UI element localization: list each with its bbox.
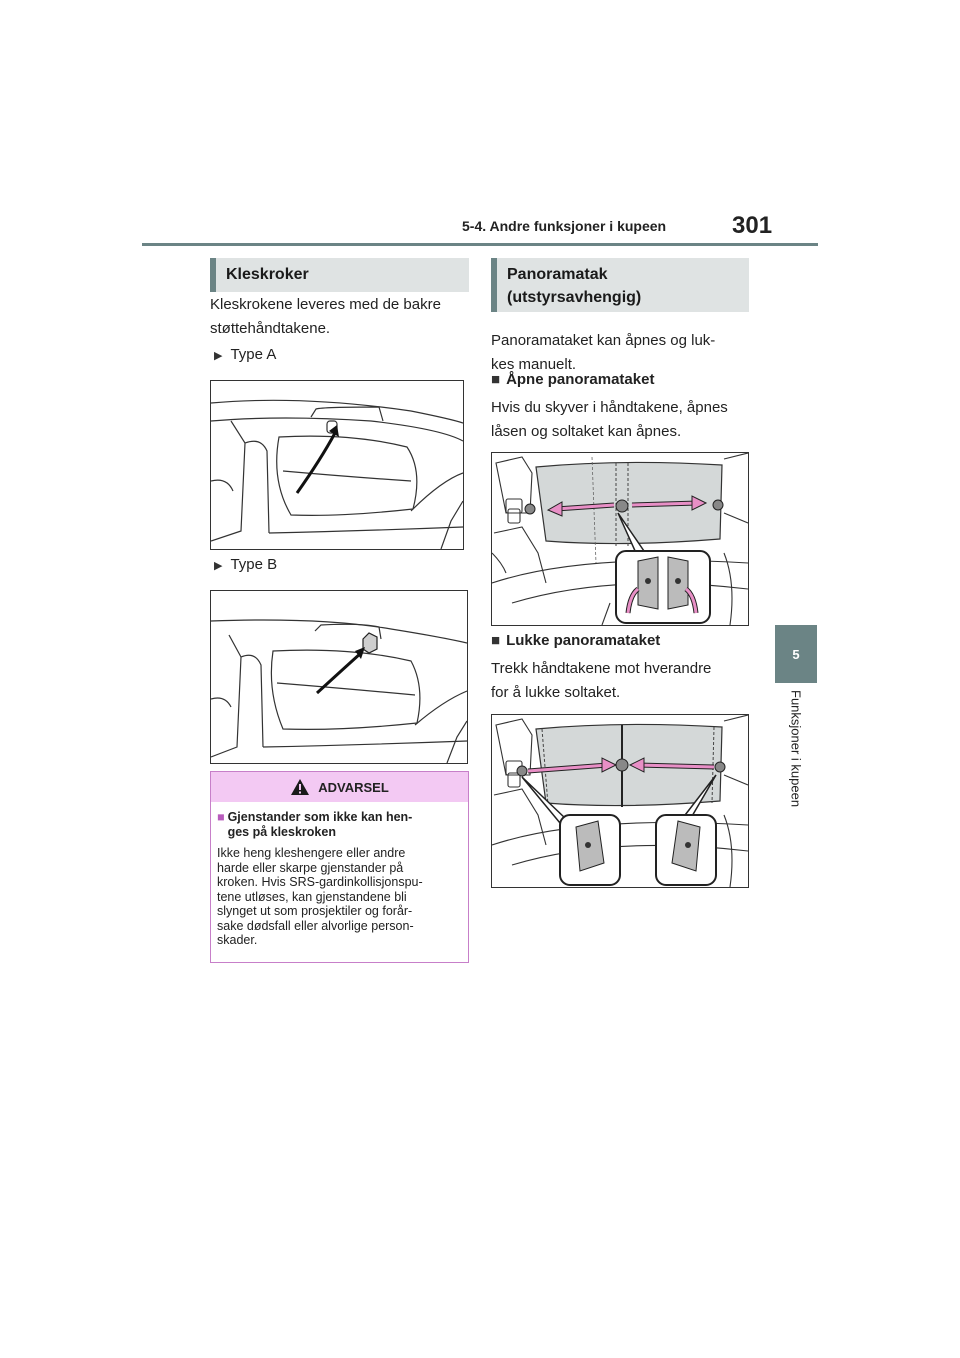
close-line: Trekk håndtakene mot hverandre bbox=[491, 660, 712, 677]
type-b-label bbox=[214, 556, 277, 573]
warning-title-row bbox=[217, 810, 462, 840]
close-line: for å lukke soltaket. bbox=[491, 684, 621, 701]
figure-type-a bbox=[210, 380, 464, 550]
open-title bbox=[491, 371, 654, 388]
square-bullet-icon: ■ bbox=[491, 371, 501, 388]
open-title-text: Åpne panoramataket bbox=[506, 371, 655, 388]
type-a-text: Type A bbox=[230, 346, 277, 363]
open-sunroof-illustration bbox=[492, 453, 748, 625]
intro-line: støttehåndtakene. bbox=[210, 320, 331, 337]
chapter-number: 5 bbox=[792, 646, 800, 662]
chapter-label bbox=[778, 690, 814, 840]
chapter-tab bbox=[775, 625, 817, 683]
heading-kleskroker: Kleskroker bbox=[210, 258, 469, 292]
warning-title-text bbox=[228, 810, 413, 840]
warning-label: ADVARSEL bbox=[318, 779, 389, 795]
warning-box bbox=[210, 771, 469, 963]
type-b-text: Type B bbox=[230, 556, 278, 573]
warning-body-line: harde eller skarpe gjenstander på bbox=[217, 860, 404, 875]
triangle-bullet-icon: ▶ bbox=[214, 560, 223, 572]
type-a-label bbox=[214, 346, 276, 363]
close-description bbox=[491, 657, 711, 705]
warning-title bbox=[211, 802, 468, 840]
figure-open-sunroof bbox=[491, 452, 749, 626]
warning-body-line: sake dødsfall eller alvorlige person- bbox=[217, 918, 414, 933]
warning-body bbox=[211, 840, 468, 948]
close-title bbox=[491, 632, 660, 649]
section-title: 5-4. Andre funksjoner i kupeen bbox=[462, 218, 667, 234]
intro-line: Panoramataket kan åpnes og luk- bbox=[491, 332, 716, 349]
square-bullet-icon: ■ bbox=[491, 632, 501, 649]
warning-body-line: tene utløses, kan gjenstandene bli bbox=[217, 889, 407, 904]
figure-type-b bbox=[210, 590, 468, 764]
square-bullet-icon: ■ bbox=[217, 810, 225, 824]
heading-line: (utstyrsavhengig) bbox=[507, 289, 642, 306]
figure-close-sunroof bbox=[491, 714, 749, 888]
intro-line: Kleskrokene leveres med de bakre bbox=[210, 296, 441, 313]
page-number: 301 bbox=[732, 212, 773, 239]
close-title-text: Lukke panoramataket bbox=[506, 632, 661, 649]
warning-body-line: slynget ut som prosjektiler og forår- bbox=[217, 904, 413, 918]
close-sunroof-illustration bbox=[492, 715, 748, 887]
hook-type-b-illustration bbox=[211, 591, 467, 763]
hook-type-a-illustration bbox=[211, 381, 463, 549]
open-line: låsen og soltaket kan åpnes. bbox=[491, 423, 682, 440]
warning-title-line: Gjenstander som ikke kan hen- bbox=[227, 810, 413, 824]
heading-line: Panoramatak bbox=[507, 266, 608, 283]
open-line: Hvis du skyver i håndtakene, åpnes bbox=[491, 399, 728, 416]
intro-line: kes manuelt. bbox=[491, 356, 577, 373]
chapter-label-text: Funksjoner i kupeen bbox=[788, 690, 804, 808]
panoramatak-intro bbox=[491, 329, 715, 377]
warning-title-line: ges på kleskroken bbox=[227, 825, 336, 839]
kleskroker-intro bbox=[210, 293, 441, 341]
heading-panoramatak bbox=[491, 258, 749, 312]
warning-body-line: skader. bbox=[217, 933, 258, 947]
warning-triangle-icon bbox=[290, 778, 310, 796]
warning-body-line: kroken. Hvis SRS-gardinkollisjonspu- bbox=[217, 875, 423, 889]
warning-header bbox=[211, 772, 468, 802]
open-description bbox=[491, 396, 728, 444]
header-rule bbox=[142, 243, 818, 246]
triangle-bullet-icon: ▶ bbox=[214, 350, 223, 362]
warning-body-line: Ikke heng kleshengere eller andre bbox=[217, 846, 406, 860]
